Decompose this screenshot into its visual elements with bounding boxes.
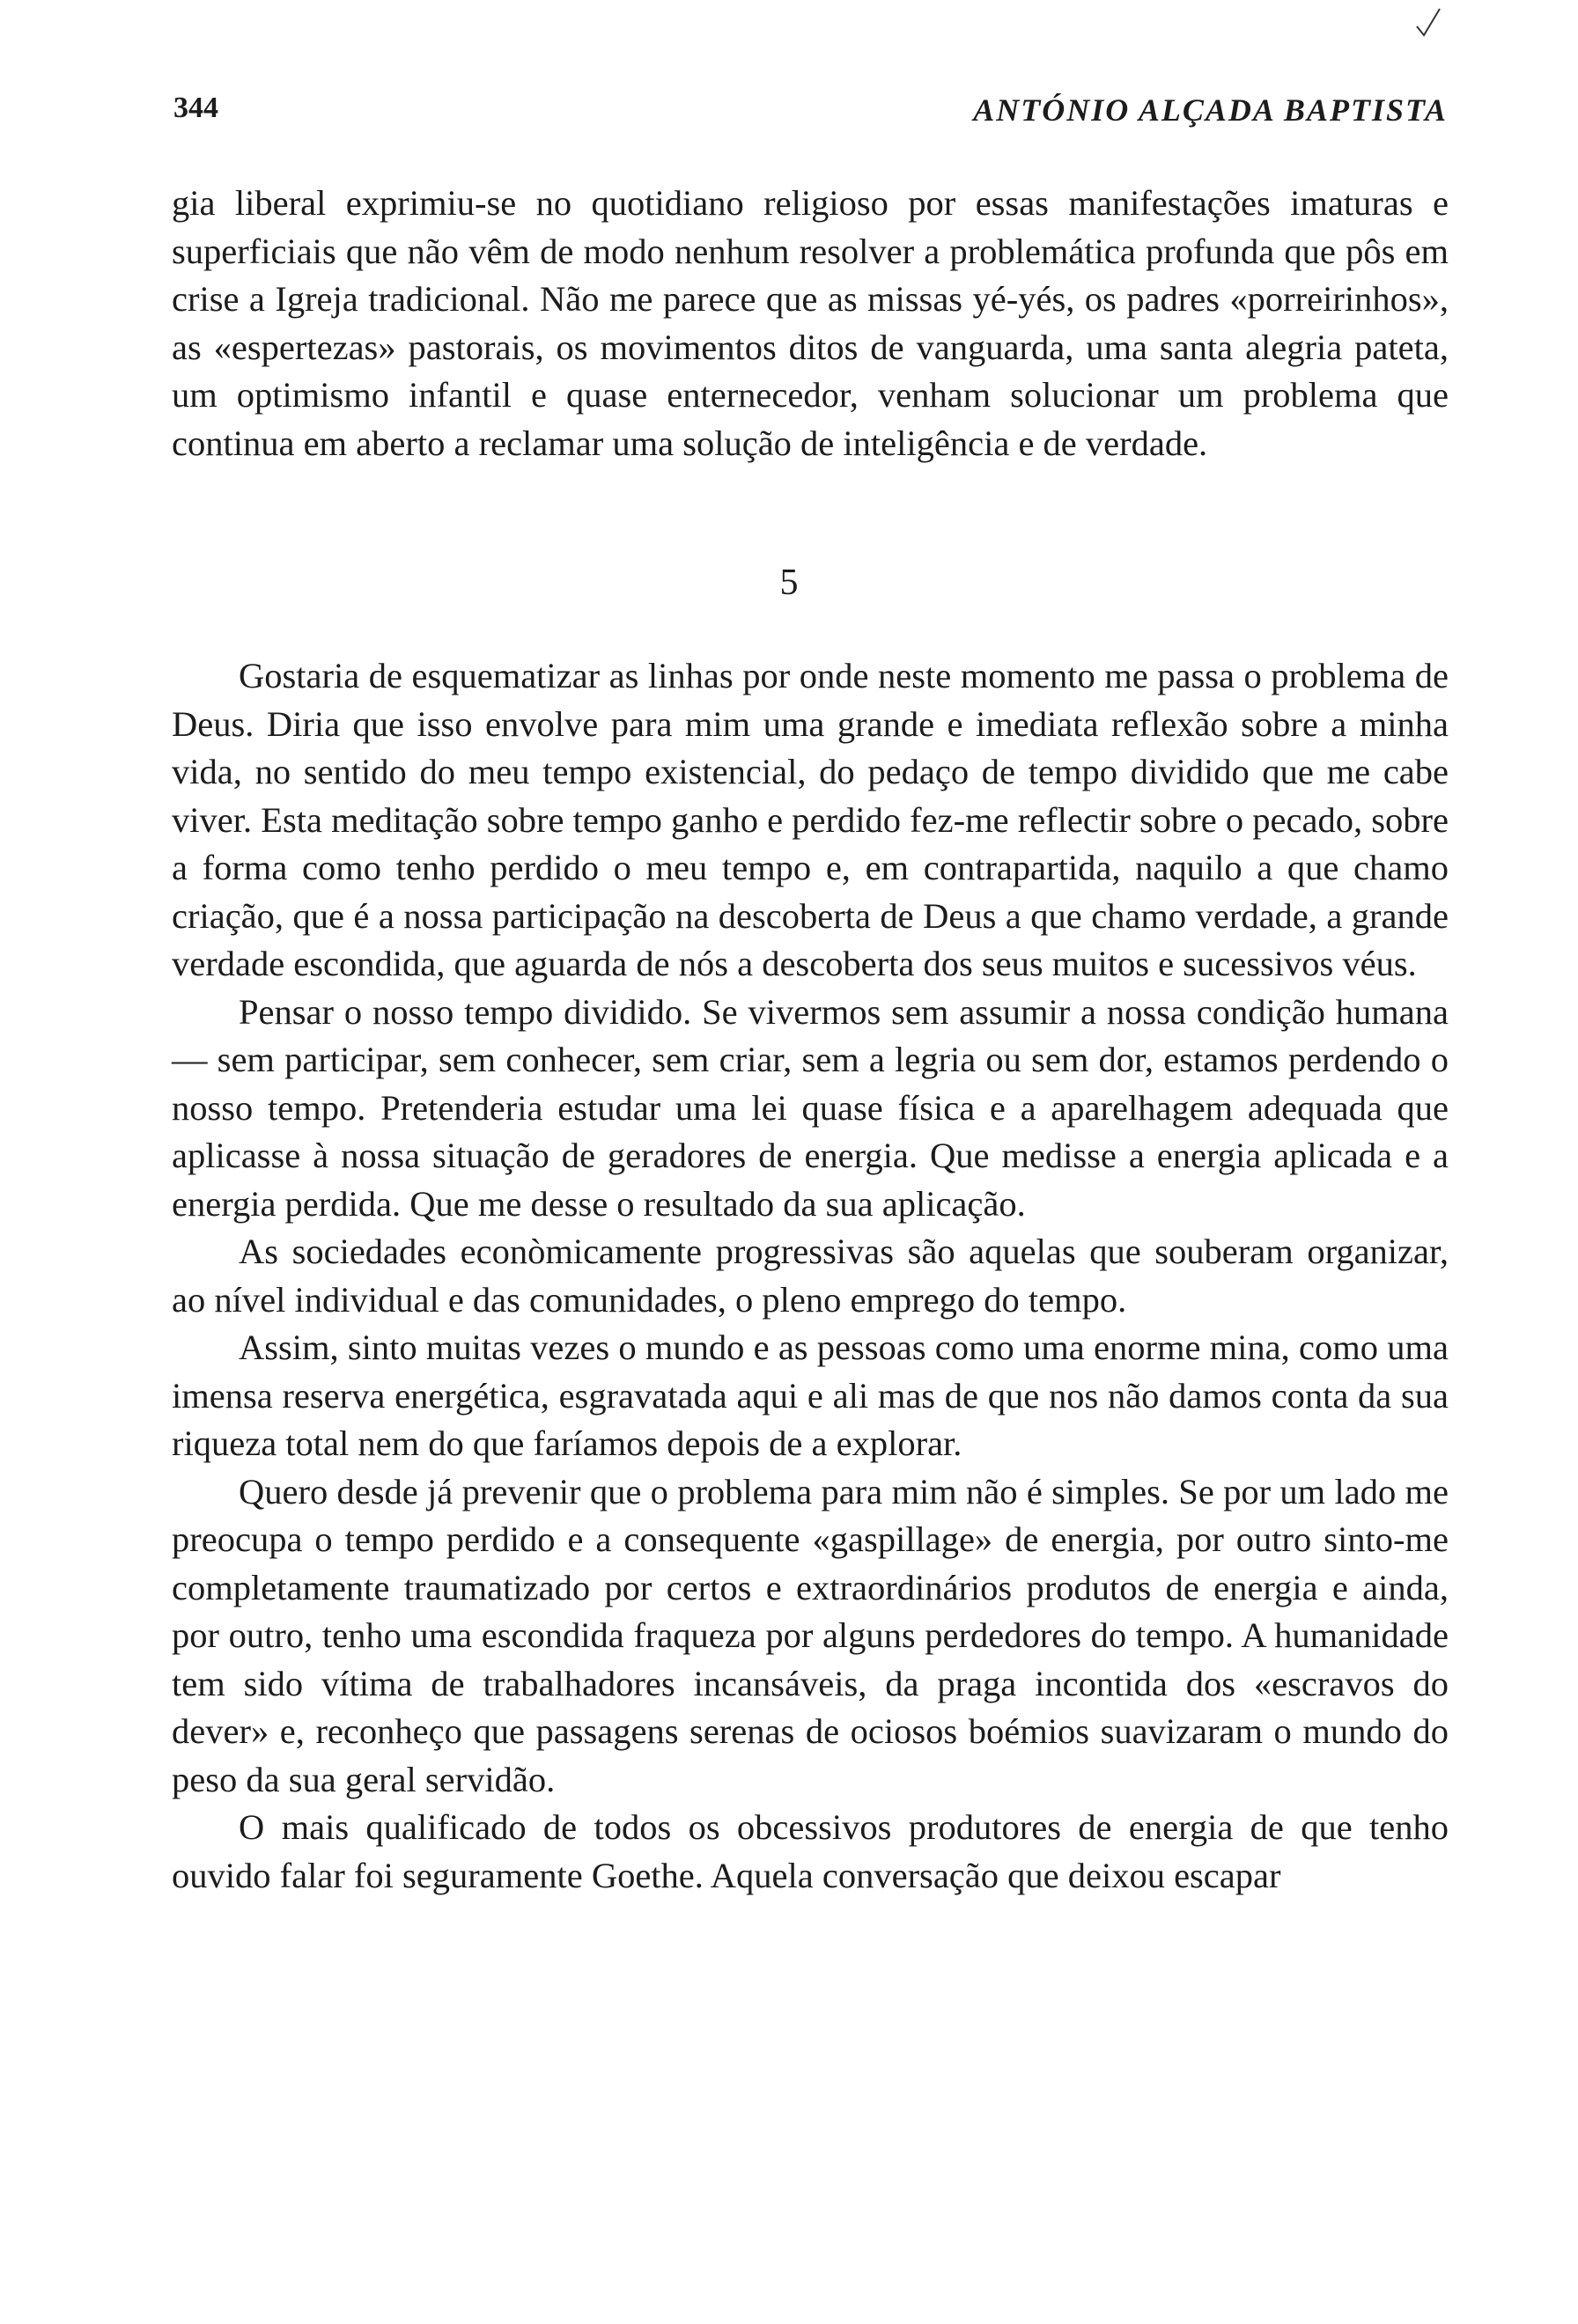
paragraph: Quero desde já prevenir que o problema para mim não é simples. Se por um lado me preocupa o tempo perdido e a consequente «gaspillage» de energia, por outro sinto-me completamente traumatizado por certos e extraordinários produtos de energia e ainda, por outro, tenho uma escondida fraqueza por alguns perdedores do tempo. A humanidade tem sido vítima de trabalhadores incansáveis, da praga incontida dos «escravos do dever» e, reconheço que passagens serenas de ociosos boémios suavizaram o mundo do peso da sua geral servidão. <box>172 1471 1449 1799</box>
paragraph: O mais qualificado de todos os obcessivos produtores de energia de que tenho ouvido falar foi seguramente Goethe. Aquela conversação que deixou escapar <box>172 1807 1449 1895</box>
pencil-mark-icon <box>1415 7 1442 37</box>
page-header <box>173 92 1448 136</box>
page-number: 344 <box>173 92 218 124</box>
section-number: 5 <box>779 563 799 603</box>
running-head: ANTÓNIO ALÇADA BAPTISTA <box>973 92 1448 128</box>
paragraph: Gostaria de esquematizar as linhas por onde neste momento me passa o problema de Deus. Diria que isso envolve para mim uma grande e imediata reflexão sobre a minha vida, no sentido do meu tempo existencial, do pedaço de tempo dividido que me cabe viver. Esta meditação sobre tempo ganho e perdido fez-me reflectir sobre o pecado, sobre a forma como tenho perdido o meu tempo e, em contrapartida, naquilo a que chamo criação, que é a nossa participação na descoberta de Deus a que chamo verdade, a grande verdade escondida, que aguarda de nós a descoberta dos seus muitos e sucessivos véus. <box>172 656 1449 983</box>
paragraph: As sociedades econòmicamente progressivas são aquelas que souberam organizar, ao nível individual e das comunidades, o pleno emprego do tempo. <box>172 1232 1449 1320</box>
paragraph: Assim, sinto muitas vezes o mundo e as pessoas como uma enorme mina, como uma imensa reserva energética, esgravatada aqui e ali mas de que nos não damos conta da sua riqueza total nem do que faríamos depois de a explorar. <box>172 1327 1449 1463</box>
paragraph: Pensar o nosso tempo dividido. Se vivermos sem assumir a nossa condição humana — sem participar, sem conhecer, sem criar, sem a legria ou sem dor, estamos perdendo o nosso tempo. Pretenderia estudar uma lei quase física e a aparelhagem adequada que aplicasse à nossa situação de geradores de energia. Que medisse a energia aplicada e a energia perdida. Que me desse o resultado da sua aplicação. <box>172 991 1449 1224</box>
intro-text-block <box>172 180 1449 467</box>
intro-paragraph: gia liberal exprimiu-se no quotidiano religioso por essas manifestações imaturas e superficiais que não vêm de modo nenhum resolver a problemática profunda que pôs em crise a Igreja tradicional. Não me parece que as missas yé-yés, os padres «porreirinhos», as «espertezas» pastorais, os movimentos ditos de vanguarda, uma santa alegria pateta, um optimismo infantil e quase enternecedor, venham solucionar um problema que continua em aberto a reclamar uma solução de inteligência e de verdade. <box>172 183 1449 463</box>
main-text-block <box>172 652 1449 1900</box>
